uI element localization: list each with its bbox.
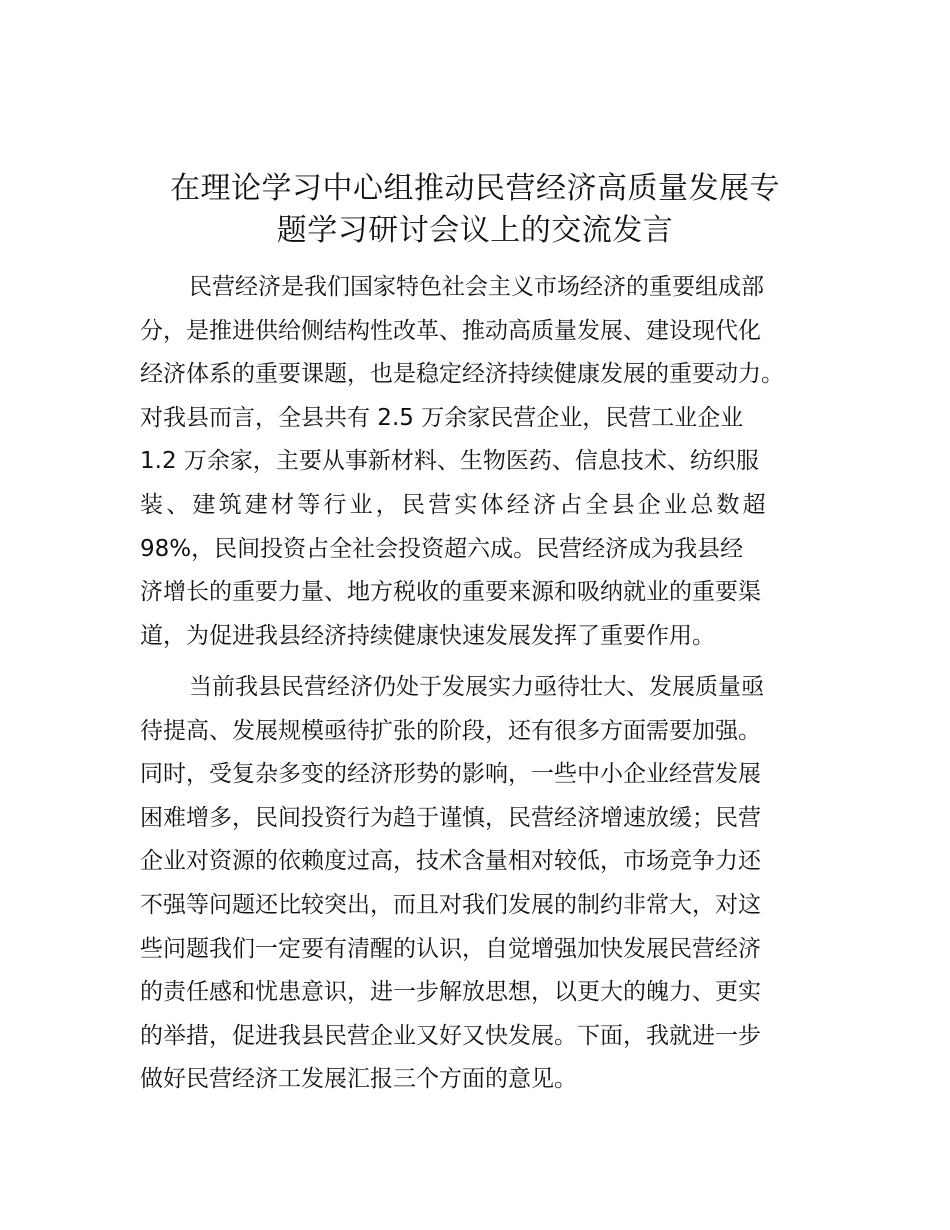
paragraph-line: 当前我县民营经济仍处于发展实力亟待壮大、发展质量亟 (189, 674, 764, 700)
paragraph-line: 对我县而言，全县共有 2.5 万余家民营企业，民营工业企业 (140, 404, 744, 431)
document-title (120, 168, 830, 252)
paragraph-line: 做好民营经济工发展汇报三个方面的意见。 (140, 1066, 577, 1093)
title-line-1: 在理论学习中心组推动民营经济高质量发展专 (170, 171, 780, 206)
paragraph-line: 济增长的重要力量、地方税收的重要来源和吸纳就业的重要渠 (140, 579, 761, 606)
paragraph-line: 装、建筑建材等行业，民营实体经济占全县企业总数超 (140, 491, 769, 518)
paragraph-line: 道，为促进我县经济持续健康快速发展发挥了重要作用。 (140, 622, 715, 649)
paragraph-2 (140, 666, 820, 1102)
paragraph-line: 民营经济是我们国家特色社会主义市场经济的重要组成部 (189, 274, 764, 300)
paragraph-line: 同时，受复杂多变的经济形势的影响，一些中小企业经营发展 (140, 761, 761, 788)
paragraph-line: 分，是推进供给侧结构性改革、推动高质量发展、建设现代化 (140, 317, 761, 344)
paragraph-line: 企业对资源的依赖度过高，技术含量相对较低，市场竞争力还 (140, 848, 761, 875)
title-line-2: 题学习研讨会议上的交流发言 (276, 213, 674, 248)
paragraph-line: 98%，民间投资占全社会投资超六成。民营经济成为我县经 (140, 535, 744, 562)
paragraph-1 (140, 266, 820, 658)
paragraph-line: 1.2 万余家，主要从事新材料、生物医药、信息技术、纺织服 (140, 448, 759, 475)
paragraph-line: 的责任感和忧患意识，进一步解放思想，以更大的魄力、更实 (140, 979, 761, 1006)
paragraph-line: 经济体系的重要课题，也是稳定经济持续健康发展的重要动力。 (140, 361, 784, 388)
paragraph-line: 困难增多，民间投资行为趋于谨慎，民营经济增速放缓；民营 (140, 804, 761, 831)
paragraph-line: 些问题我们一定要有清醒的认识，自觉增强加快发展民营经济 (140, 935, 761, 962)
paragraph-line: 的举措，促进我县民营企业又好又快发展。下面，我就进一步 (140, 1022, 761, 1049)
paragraph-line: 不强等问题还比较突出，而且对我们发展的制约非常大，对这 (140, 891, 761, 918)
paragraph-line: 待提高、发展规模亟待扩张的阶段，还有很多方面需要加强。 (140, 717, 761, 744)
